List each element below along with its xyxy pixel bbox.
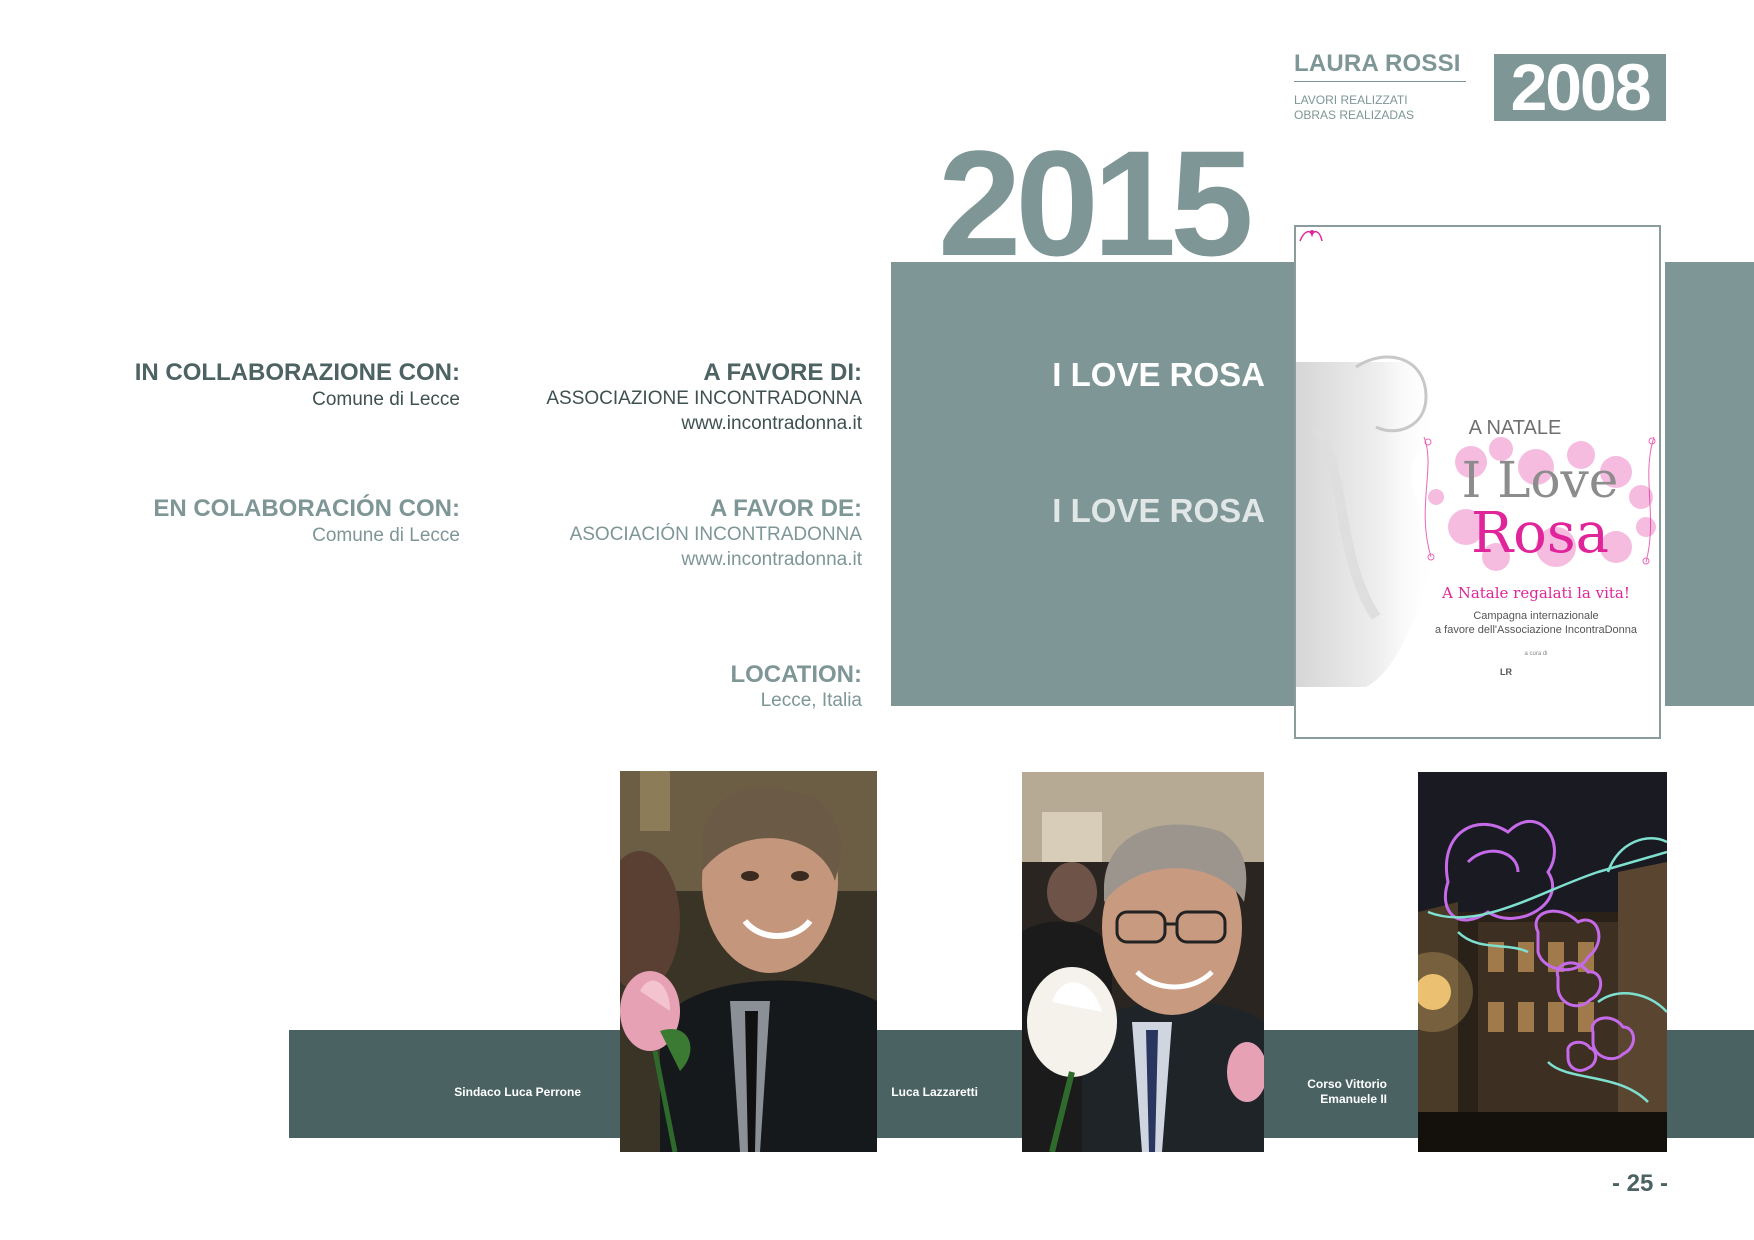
collaboration-value-es: Comune di Lecce: [312, 525, 460, 546]
author-name: LAURA ROSSI: [1294, 50, 1461, 77]
beneficiary-url-es: www.incontradonna.it: [681, 549, 862, 570]
beneficiary-org-es: ASOCIACIÓN INCONTRADONNA: [569, 524, 862, 545]
photo-luca-lazzaretti: [1022, 772, 1264, 1152]
year-badge: 2008: [1494, 54, 1666, 121]
project-year: 2015: [938, 119, 1248, 287]
photo-caption-3-line-2: Emanuele II: [1320, 1092, 1387, 1106]
poster-logo-right-icon: [1296, 227, 1324, 243]
poster-campaign-line-2: a favore dell'Associazione IncontraDonna: [1434, 624, 1638, 636]
collaboration-label-es: EN COLABORACIÓN CON:: [153, 495, 460, 522]
project-title-es: I LOVE ROSA: [1052, 492, 1265, 529]
poster-credit: a cura di: [1524, 651, 1548, 657]
beneficiary-org-it: ASSOCIAZIONE INCONTRADONNA: [546, 388, 862, 409]
project-title-it: I LOVE ROSA: [1052, 356, 1265, 393]
poster-line-2: I Love: [1461, 451, 1619, 509]
location-value: Lecce, Italia: [760, 690, 862, 711]
beneficiary-label-it: A FAVORE DI:: [703, 359, 862, 386]
photo-caption-1: Sindaco Luca Perrone: [454, 1085, 581, 1099]
project-title-band: [891, 262, 1294, 706]
beneficiary-url-it: www.incontradonna.it: [681, 413, 862, 434]
page-number: - 25 -: [1611, 1170, 1668, 1197]
collaboration-label-it: IN COLLABORAZIONE CON:: [134, 359, 460, 386]
poster-logo-left: LR: [1500, 667, 1512, 677]
collaboration-value-it: Comune di Lecce: [312, 389, 460, 410]
location-label: LOCATION:: [730, 661, 862, 688]
photo-caption-3-line-1: Corso Vittorio: [1307, 1077, 1387, 1091]
poster-campaign-line-1: Campagna internazionale: [1473, 610, 1599, 622]
photo-sindaco: [620, 771, 877, 1152]
author-underline: [1294, 81, 1466, 82]
photo-corso-vittorio: [1418, 772, 1667, 1152]
campaign-poster: [1294, 225, 1661, 739]
beneficiary-label-es: A FAVOR DE:: [709, 495, 862, 522]
header-subtitle-it: LAVORI REALIZZATI: [1294, 93, 1408, 107]
right-accent-band: [1665, 262, 1754, 706]
poster-line-1: A NATALE: [1468, 417, 1562, 439]
poster-slogan: A Natale regalati la vita!: [1442, 584, 1630, 602]
header-subtitle-es: OBRAS REALIZADAS: [1294, 108, 1415, 122]
photo-caption-2: Luca Lazzaretti: [891, 1085, 978, 1099]
poster-line-3: Rosa: [1470, 501, 1609, 566]
